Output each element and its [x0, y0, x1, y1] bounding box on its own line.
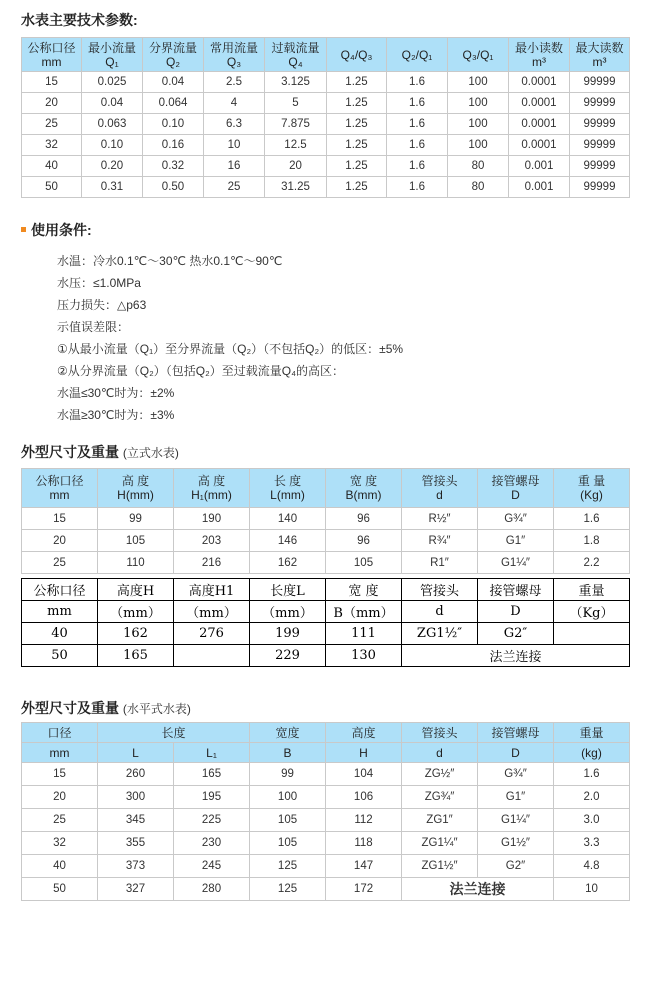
section-title-vertical-dims — [21, 442, 179, 462]
header-cell: 最小流量 Q₁ — [82, 38, 143, 72]
table-cell: 31.25 — [265, 177, 327, 198]
table-cell: 300 — [98, 786, 174, 809]
table-cell: 0.001 — [509, 156, 570, 177]
table-cell: 12.5 — [265, 135, 327, 156]
table-cell: 1.25 — [327, 114, 387, 135]
table-cell: 0.0001 — [509, 135, 570, 156]
table-cell: 0.064 — [143, 93, 204, 114]
table-row — [22, 552, 630, 574]
header-cell: D — [478, 743, 554, 763]
table-cell: 40 — [22, 156, 82, 177]
table-cell: 1.6 — [554, 763, 630, 786]
condition-line: 水温：冷水0.1℃～30℃ 热水0.1℃～90℃ — [57, 254, 283, 268]
table-row — [22, 530, 630, 552]
table-row — [22, 623, 630, 645]
table-cell: G1″ — [478, 530, 554, 552]
table-cell-flange: 法兰连接 — [402, 645, 630, 667]
horizontal-dims-table — [21, 722, 630, 901]
table-cell: 7.875 — [265, 114, 327, 135]
table-cell: 99999 — [570, 135, 630, 156]
table-cell: 162 — [250, 552, 326, 574]
table-cell: 216 — [174, 552, 250, 574]
table-row — [22, 156, 630, 177]
condition-line: ②从分界流量（Q₂）（包括Q₂）至过载流量Q₄的高区： — [57, 364, 344, 378]
table-cell: 20 — [22, 530, 98, 552]
table-cell: 80 — [448, 156, 509, 177]
table-cell: 125 — [250, 855, 326, 878]
table-cell: G1¼″ — [478, 552, 554, 574]
header-cell: L₁ — [174, 743, 250, 763]
table-cell: 99999 — [570, 93, 630, 114]
header-cell: 最小读数 m³ — [509, 38, 570, 72]
table-cell: 165 — [98, 645, 174, 667]
condition-line: 压力损失：△p63 — [57, 298, 147, 312]
table-cell: 1.6 — [554, 508, 630, 530]
condition-line: 水温≤30℃时为：±2% — [57, 386, 175, 400]
header-cell: 重量 — [554, 579, 630, 601]
table-row — [22, 508, 630, 530]
header-cell: 重量 — [554, 723, 630, 743]
table-cell: G¾″ — [478, 508, 554, 530]
header-cell: 管接头 — [402, 579, 478, 601]
table-cell: 2.5 — [204, 72, 265, 93]
table-cell: ZG1½″ — [402, 855, 478, 878]
table-cell: 25 — [22, 114, 82, 135]
table-cell: 15 — [22, 508, 98, 530]
header-cell: H — [326, 743, 402, 763]
header-cell: mm — [22, 743, 98, 763]
table-cell: 10 — [204, 135, 265, 156]
table-cell: 99999 — [570, 114, 630, 135]
header-cell: B — [250, 743, 326, 763]
table-cell: 99999 — [570, 156, 630, 177]
table-cell: 40 — [22, 855, 98, 878]
table-cell: 100 — [448, 93, 509, 114]
table-cell: 25 — [22, 552, 98, 574]
table-cell — [174, 645, 250, 667]
condition-line: ①从最小流量（Q₁）至分界流量（Q₂）（不包括Q₂）的低区：±5% — [57, 342, 404, 356]
table-cell: 1.25 — [327, 177, 387, 198]
table-cell: 15 — [22, 763, 98, 786]
vertical-dims-table — [21, 468, 630, 574]
table-cell: 0.10 — [143, 114, 204, 135]
table-cell: 0.04 — [82, 93, 143, 114]
table-cell: 3.0 — [554, 809, 630, 832]
table-cell: 260 — [98, 763, 174, 786]
table-cell: 1.6 — [387, 72, 448, 93]
table-cell: ZG1½″ — [402, 623, 478, 645]
table-row — [22, 114, 630, 135]
table-cell: 1.6 — [387, 93, 448, 114]
table-cell: 4 — [204, 93, 265, 114]
table-cell: 0.32 — [143, 156, 204, 177]
table-cell-flange: 法兰连接 — [402, 878, 554, 901]
header-cell: 管接头 d — [402, 469, 478, 508]
table-cell: 96 — [326, 508, 402, 530]
table-cell: 0.001 — [509, 177, 570, 198]
table-cell: 125 — [250, 878, 326, 901]
header-cell: 公称口径 mm — [22, 38, 82, 72]
table-row — [22, 177, 630, 198]
header-cell: 最大读数 m³ — [570, 38, 630, 72]
table-header-row — [22, 38, 630, 72]
tech-params-body — [22, 72, 630, 198]
table-cell: 105 — [250, 832, 326, 855]
header-cell: (kg) — [554, 743, 630, 763]
table-cell: 0.04 — [143, 72, 204, 93]
header-cell: 接管螺母 D — [478, 469, 554, 508]
table-cell: 0.31 — [82, 177, 143, 198]
section-title-horizontal-dims — [21, 698, 191, 718]
table-cell: 199 — [250, 623, 326, 645]
header-cell: 高度H — [98, 579, 174, 601]
table-cell: G¾″ — [478, 763, 554, 786]
table-row — [22, 72, 630, 93]
table-cell: 130 — [326, 645, 402, 667]
table-cell: 105 — [98, 530, 174, 552]
table-cell: 1.6 — [387, 135, 448, 156]
table-cell: 1.25 — [327, 72, 387, 93]
table-cell: ZG½″ — [402, 763, 478, 786]
table-cell: 0.063 — [82, 114, 143, 135]
section-title-text: 外型尺寸及重量 — [21, 700, 119, 716]
table-row — [22, 855, 630, 878]
table-cell: G1″ — [478, 786, 554, 809]
orange-bullet-icon — [21, 227, 26, 232]
header-cell: Q₄/Q₃ — [327, 38, 387, 72]
header-cell: 常用流量 Q₃ — [204, 38, 265, 72]
condition-line: 示值误差限： — [57, 320, 130, 334]
header-cell: 宽 度 — [326, 579, 402, 601]
table-cell: 280 — [174, 878, 250, 901]
table-header-row-top — [22, 723, 630, 743]
table-cell: 106 — [326, 786, 402, 809]
condition-line: 水温≥30℃时为：±3% — [57, 408, 175, 422]
table-cell: R¾″ — [402, 530, 478, 552]
horizontal-dims-body — [22, 763, 630, 878]
table-cell: 190 — [174, 508, 250, 530]
table-cell: 105 — [250, 809, 326, 832]
table-cell: 276 — [174, 623, 250, 645]
table-cell: 3.125 — [265, 72, 327, 93]
header-cell: 口径 — [22, 723, 98, 743]
table-cell: 112 — [326, 809, 402, 832]
table-cell: 3.3 — [554, 832, 630, 855]
table-cell: 1.6 — [387, 177, 448, 198]
table-cell: 0.0001 — [509, 93, 570, 114]
table-cell: 2.0 — [554, 786, 630, 809]
table-cell: 0.0001 — [509, 72, 570, 93]
header-cell: 管接头 — [402, 723, 478, 743]
table-cell: 25 — [204, 177, 265, 198]
table-cell: 203 — [174, 530, 250, 552]
header-cell: 宽度 — [250, 723, 326, 743]
table-row — [22, 93, 630, 114]
table-row — [22, 832, 630, 855]
table-cell: 1.25 — [327, 135, 387, 156]
table-cell: 4.8 — [554, 855, 630, 878]
header-cell: （mm） — [174, 601, 250, 623]
table-cell: 100 — [448, 114, 509, 135]
table-header-row — [22, 469, 630, 508]
vertical-dims-body — [22, 508, 630, 574]
table-cell: 172 — [326, 878, 402, 901]
section-title-text: 外型尺寸及重量 — [21, 444, 119, 460]
table-cell: 2.2 — [554, 552, 630, 574]
table-cell: 140 — [250, 508, 326, 530]
header-cell: 重 量 (Kg) — [554, 469, 630, 508]
table-cell: G2″ — [478, 623, 554, 645]
header-cell: 接管螺母 — [478, 723, 554, 743]
table-cell: 245 — [174, 855, 250, 878]
header-cell: 过载流量 Q₄ — [265, 38, 327, 72]
table-cell: R1″ — [402, 552, 478, 574]
table-cell: 0.20 — [82, 156, 143, 177]
header-cell: 高度H1 — [174, 579, 250, 601]
table-cell: 147 — [326, 855, 402, 878]
table-row — [22, 135, 630, 156]
header-cell: （Kg） — [554, 601, 630, 623]
header-cell: （mm） — [98, 601, 174, 623]
table-cell: 99 — [250, 763, 326, 786]
table-cell: 100 — [448, 135, 509, 156]
table-cell: 345 — [98, 809, 174, 832]
header-cell: 高 度 H(mm) — [98, 469, 174, 508]
table-cell: 118 — [326, 832, 402, 855]
tech-params-table — [21, 37, 630, 198]
table-cell: 1.8 — [554, 530, 630, 552]
header-cell: d — [402, 743, 478, 763]
table-row — [22, 878, 630, 901]
table-cell: 162 — [98, 623, 174, 645]
table-cell: G2″ — [478, 855, 554, 878]
table-cell: ZG1″ — [402, 809, 478, 832]
table-cell: 225 — [174, 809, 250, 832]
table-row — [22, 786, 630, 809]
table-cell: 1.25 — [327, 93, 387, 114]
table-cell: 1.6 — [387, 114, 448, 135]
section-title-tech-params: 水表主要技术参数: — [21, 12, 138, 28]
header-cell: B（mm） — [326, 601, 402, 623]
header-cell: 宽 度 B(mm) — [326, 469, 402, 508]
section-subtitle: (立式水表) — [122, 446, 179, 460]
table-cell: 10 — [554, 878, 630, 901]
header-cell: （mm） — [250, 601, 326, 623]
table-cell: 40 — [22, 623, 98, 645]
table-cell: 32 — [22, 135, 82, 156]
table-cell: 0.025 — [82, 72, 143, 93]
header-cell: 高度 — [326, 723, 402, 743]
header-cell: 公称口径 — [22, 579, 98, 601]
condition-line: 水压：≤1.0MPa — [57, 276, 141, 290]
table-cell: 0.16 — [143, 135, 204, 156]
header-cell: 长 度 L(mm) — [250, 469, 326, 508]
table-row — [22, 645, 630, 667]
table-cell: 195 — [174, 786, 250, 809]
table-cell: 20 — [22, 93, 82, 114]
table-cell: 99999 — [570, 72, 630, 93]
header-cell: d — [402, 601, 478, 623]
table-row — [22, 763, 630, 786]
header-cell: 长度L — [250, 579, 326, 601]
table-cell: 355 — [98, 832, 174, 855]
table-cell: G1¼″ — [478, 809, 554, 832]
table-cell: 1.6 — [387, 156, 448, 177]
table-header-row-top — [22, 579, 630, 601]
table-cell: 0.50 — [143, 177, 204, 198]
header-cell: D — [478, 601, 554, 623]
table-cell: 15 — [22, 72, 82, 93]
table-cell: 100 — [448, 72, 509, 93]
table-cell: G1½″ — [478, 832, 554, 855]
table-cell: 99 — [98, 508, 174, 530]
table-cell: 100 — [250, 786, 326, 809]
table-cell: 50 — [22, 177, 82, 198]
table-cell: 25 — [22, 809, 98, 832]
table-cell: 16 — [204, 156, 265, 177]
header-cell: Q₂/Q₁ — [387, 38, 448, 72]
header-cell: 分界流量 Q₂ — [143, 38, 204, 72]
table-cell: 230 — [174, 832, 250, 855]
table-cell: 146 — [250, 530, 326, 552]
header-cell: 高 度 H₁(mm) — [174, 469, 250, 508]
table-cell: 50 — [22, 878, 98, 901]
table-cell: 20 — [22, 786, 98, 809]
table-row — [22, 809, 630, 832]
table-cell: 110 — [98, 552, 174, 574]
table-cell: ZG1¼″ — [402, 832, 478, 855]
table-cell: 99999 — [570, 177, 630, 198]
table-cell: ZG¾″ — [402, 786, 478, 809]
table-cell: 1.25 — [327, 156, 387, 177]
table-cell — [554, 623, 630, 645]
header-cell: L — [98, 743, 174, 763]
table-cell: 0.0001 — [509, 114, 570, 135]
table-cell: 32 — [22, 832, 98, 855]
table-cell: 96 — [326, 530, 402, 552]
table-header-row-bottom — [22, 601, 630, 623]
table-cell: 229 — [250, 645, 326, 667]
header-cell: mm — [22, 601, 98, 623]
table-cell: 50 — [22, 645, 98, 667]
vertical-dims-large-table — [21, 578, 630, 667]
section-subtitle: (水平式水表) — [122, 702, 191, 716]
header-cell: 公称口径 mm — [22, 469, 98, 508]
section-title-conditions: 使用条件: — [31, 222, 92, 238]
table-cell: 104 — [326, 763, 402, 786]
table-cell: 327 — [98, 878, 174, 901]
table-cell: 5 — [265, 93, 327, 114]
table-cell: 105 — [326, 552, 402, 574]
table-cell: R½″ — [402, 508, 478, 530]
table-cell: 80 — [448, 177, 509, 198]
header-cell: Q₃/Q₁ — [448, 38, 509, 72]
table-cell: 165 — [174, 763, 250, 786]
table-cell: 373 — [98, 855, 174, 878]
table-cell: 20 — [265, 156, 327, 177]
table-cell: 0.10 — [82, 135, 143, 156]
header-cell: 长度 — [98, 723, 250, 743]
header-cell: 接管螺母 — [478, 579, 554, 601]
table-header-row-bottom — [22, 743, 630, 763]
table-cell: 6.3 — [204, 114, 265, 135]
table-cell: 111 — [326, 623, 402, 645]
